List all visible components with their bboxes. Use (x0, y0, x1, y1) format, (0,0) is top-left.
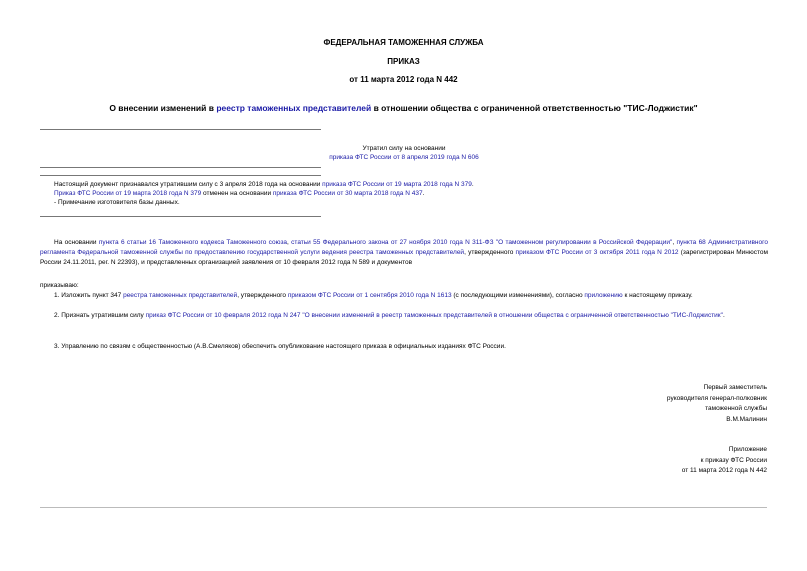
notice-l1-text: Настоящий документ признавался утратившим силу с 3 апреля 2018 года на основании (54, 181, 323, 188)
appendix-l3: от 11 марта 2012 года N 442 (681, 467, 767, 474)
item2-t1: 2. Признать утратившим силу (54, 312, 146, 319)
notice-block (54, 180, 654, 207)
divider (40, 129, 321, 130)
notice-l2-end: . (422, 190, 425, 197)
item-3: 3. Управлению по связям с общественностью (А.В.Смеляков) обеспечить опубликование настоящего приказа в официальных изданиях ФТС России. (54, 343, 506, 350)
item1-t2: , утвержденного (237, 292, 288, 299)
void-note-link[interactable]: приказа ФТС России от 8 апреля 2019 года N 606 (329, 154, 479, 161)
signature-l1: Первый заместитель (703, 384, 767, 391)
basis-paragraph (40, 238, 768, 268)
basis-link2[interactable]: статьи 55 Федерального закона от 27 ноября 2010 года N 311-ФЗ "О таможенном регулировании в Российской Федерации" (291, 239, 673, 246)
item2-t2: . (722, 312, 725, 319)
page-title (0, 103, 807, 113)
title-part2: в отношении общества с ограниченной ответственностью "ТИС-Лоджистик" (371, 103, 698, 113)
appendix-l1: Приложение (728, 446, 767, 453)
item1-t4: к настоящему приказу. (622, 292, 693, 299)
item-1 (40, 291, 768, 301)
notice-l1-link[interactable]: приказа ФТС России от 19 марта 2018 года N 379 (322, 181, 472, 188)
signature-l2: руководителя генерал-полковник (666, 394, 767, 402)
basis-link4[interactable]: приказом ФТС России от 3 октября 2011 года N 2012 (515, 249, 679, 256)
item2-link1[interactable]: приказ ФТС России от 10 февраля 2012 года N 247 "О внесении изменений в реестр таможенных представителей в отношении общества с ограниченной ответственностью "ТИС-Лоджистик" (145, 312, 723, 319)
notice-l3: - Примечание изготовителя базы данных. (54, 199, 180, 206)
void-note (323, 144, 485, 162)
basis-link3[interactable]: пункта 68 Административного регламента Федеральной таможенной службы по предоставлению государственной услуги ведения реестра таможенных представителей (40, 239, 768, 256)
item1-link1[interactable]: реестра таможенных представителей (123, 292, 238, 299)
order-word: приказываю: (40, 282, 79, 289)
void-note-text: Утратил силу на основании (362, 145, 446, 152)
divider (40, 216, 321, 217)
notice-l1-end: . (471, 181, 474, 188)
item1-link2[interactable]: приказом ФТС России от 1 сентября 2010 года N 1613 (287, 292, 452, 299)
item1-link3[interactable]: приложению (584, 292, 623, 299)
basis-t2: , (287, 239, 292, 246)
notice-l2-link2[interactable]: приказа ФТС России от 30 марта 2018 года N 437 (272, 190, 423, 197)
signature-l3: таможенной службы (705, 405, 767, 412)
title-link[interactable]: реестр таможенных представителей (216, 103, 372, 113)
basis-link1[interactable]: пункта 6 статьи 16 Таможенного кодекса Таможенного союза (98, 239, 288, 246)
divider (40, 167, 321, 168)
notice-l2-text: отменен на основании (201, 190, 273, 197)
item-2 (40, 311, 768, 321)
appendix-block (682, 445, 767, 477)
appendix-l2: к приказу ФТС России (700, 456, 767, 464)
notice-l2-link1[interactable]: Приказ ФТС России от 19 марта 2018 года N 379 (54, 190, 202, 197)
basis-t3: , (672, 239, 677, 246)
agency-name: ФЕДЕРАЛЬНАЯ ТАМОЖЕННАЯ СЛУЖБА (323, 38, 484, 47)
item1-t3: (с последующими изменениями), согласно (451, 292, 585, 299)
signature-block (667, 383, 767, 425)
basis-t4: , утвержденного (464, 249, 516, 256)
divider (40, 175, 321, 176)
doc-date-number: от 11 марта 2012 года N 442 (349, 75, 458, 84)
doc-type: ПРИКАЗ (387, 57, 420, 66)
signature-l4: В.М.Малинин (726, 415, 767, 423)
basis-t1: На основании (54, 239, 99, 246)
divider-bottom (40, 507, 767, 508)
basis-t5: (зарегистрирован Минюстом России 24.11.2011, рег. N 22393), и представленных организацией заявления от 10 февраля 2012 года N 589 и документов (40, 249, 769, 266)
title-part1: О внесении изменений в (109, 103, 217, 113)
item1-t1: 1. Изложить пункт 347 (54, 292, 124, 299)
